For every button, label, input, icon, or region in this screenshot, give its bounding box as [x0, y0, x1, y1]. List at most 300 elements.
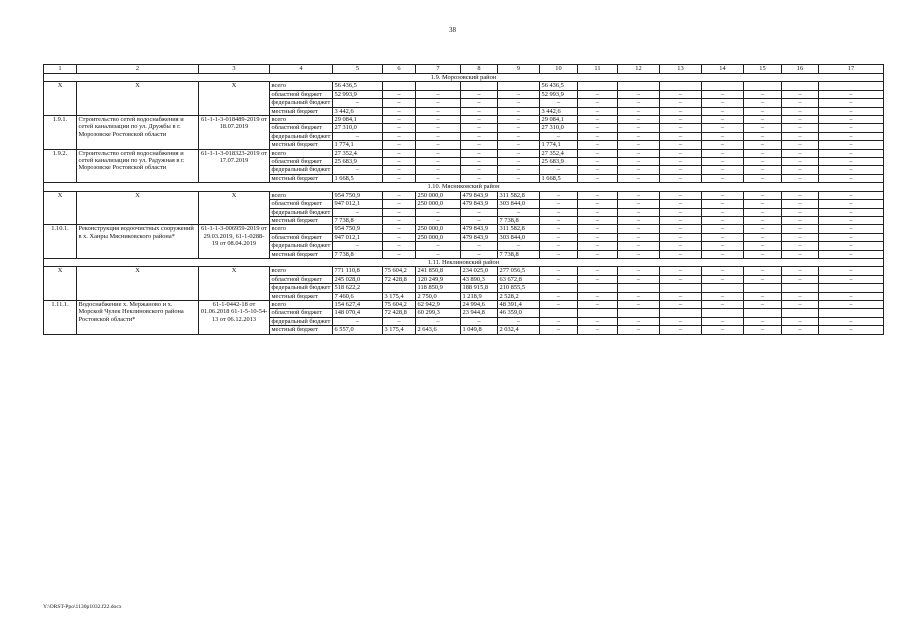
amount-cell: –: [660, 300, 702, 308]
amount-cell: –: [744, 233, 782, 241]
table-row: [44, 267, 884, 275]
amount-cell: –: [540, 317, 578, 325]
amount-cell: –: [416, 242, 461, 250]
amount-cell: –: [498, 141, 540, 149]
amount-cell: –: [819, 216, 884, 224]
amount-cell: –: [540, 326, 578, 334]
amount-cell: [744, 82, 782, 90]
amount-cell: [578, 284, 618, 292]
amount-cell: –: [660, 99, 702, 107]
amount-cell: –: [618, 200, 660, 208]
column-number: 14: [702, 65, 744, 74]
amount-cell: –: [782, 107, 819, 115]
amount-cell: 46 359,0: [498, 309, 540, 317]
amount-cell: –: [744, 250, 782, 258]
amount-cell: –: [702, 124, 744, 132]
funding-source: всего: [270, 82, 333, 90]
amount-cell: –: [782, 275, 819, 283]
amount-cell: –: [782, 166, 819, 174]
amount-cell: –: [498, 90, 540, 98]
amount-cell: –: [333, 317, 383, 325]
funding-source: федеральный бюджет: [270, 208, 333, 216]
amount-cell: –: [819, 116, 884, 124]
funding-source: федеральный бюджет: [270, 242, 333, 250]
section-title-row: [44, 183, 884, 191]
budget-table: [43, 64, 884, 335]
amount-cell: –: [498, 242, 540, 250]
table-row: [44, 300, 884, 308]
amount-cell: [819, 309, 884, 317]
amount-cell: –: [744, 191, 782, 199]
amount-cell: –: [618, 107, 660, 115]
amount-cell: –: [819, 317, 884, 325]
amount-cell: –: [782, 90, 819, 98]
amount-cell: 3 442,6: [333, 107, 383, 115]
column-number: 11: [578, 65, 618, 74]
amount-cell: –: [702, 326, 744, 334]
amount-cell: –: [744, 149, 782, 157]
amount-cell: –: [702, 242, 744, 250]
column-number: 17: [819, 65, 884, 74]
amount-cell: –: [819, 107, 884, 115]
amount-cell: –: [819, 267, 884, 275]
section-title: 1.9. Морозовский район: [44, 74, 884, 82]
amount-cell: 771 110,8: [333, 267, 383, 275]
amount-cell: –: [461, 99, 498, 107]
amount-cell: –: [578, 208, 618, 216]
amount-cell: –: [819, 149, 884, 157]
amount-cell: –: [782, 292, 819, 300]
amount-cell: –: [618, 275, 660, 283]
amount-cell: –: [461, 174, 498, 182]
amount-cell: –: [578, 158, 618, 166]
amount-cell: –: [702, 317, 744, 325]
amount-cell: 210 855,5: [498, 284, 540, 292]
amount-cell: –: [578, 317, 618, 325]
amount-cell: 277 056,5: [498, 267, 540, 275]
amount-cell: –: [618, 267, 660, 275]
item-name: X: [77, 267, 199, 301]
amount-cell: [660, 309, 702, 317]
amount-cell: –: [819, 200, 884, 208]
item-name: Реконструкция водоочистных сооружений в х. Ханры Мясниковского района*: [77, 225, 199, 259]
amount-cell: –: [578, 200, 618, 208]
amount-cell: –: [383, 174, 416, 182]
funding-source: местный бюджет: [270, 174, 333, 182]
amount-cell: –: [660, 292, 702, 300]
amount-cell: 188 915,8: [461, 284, 498, 292]
amount-cell: –: [498, 174, 540, 182]
amount-cell: 48 391,4: [498, 300, 540, 308]
amount-cell: –: [461, 158, 498, 166]
funding-source: областной бюджет: [270, 233, 333, 241]
amount-cell: –: [540, 216, 578, 224]
amount-cell: 25 683,9: [540, 158, 578, 166]
funding-source: федеральный бюджет: [270, 317, 333, 325]
amount-cell: –: [782, 116, 819, 124]
amount-cell: –: [578, 326, 618, 334]
column-number: 9: [498, 65, 540, 74]
amount-cell: –: [618, 326, 660, 334]
amount-cell: –: [618, 216, 660, 224]
amount-cell: 25 683,9: [333, 158, 383, 166]
column-number: 5: [333, 65, 383, 74]
amount-cell: –: [498, 99, 540, 107]
amount-cell: –: [578, 233, 618, 241]
amount-cell: –: [782, 326, 819, 334]
amount-cell: 1 218,9: [461, 292, 498, 300]
column-number: 1: [44, 65, 77, 74]
amount-cell: –: [461, 124, 498, 132]
amount-cell: –: [383, 132, 416, 140]
amount-cell: 23 944,8: [461, 309, 498, 317]
amount-cell: –: [578, 166, 618, 174]
amount-cell: [702, 82, 744, 90]
amount-cell: 479 843,9: [461, 200, 498, 208]
amount-cell: –: [660, 141, 702, 149]
column-number: 3: [199, 65, 270, 74]
amount-cell: 250 000,0: [416, 191, 461, 199]
amount-cell: 479 843,9: [461, 191, 498, 199]
amount-cell: –: [618, 158, 660, 166]
amount-cell: [461, 82, 498, 90]
amount-cell: –: [333, 242, 383, 250]
amount-cell: –: [744, 132, 782, 140]
amount-cell: –: [578, 107, 618, 115]
amount-cell: –: [540, 300, 578, 308]
amount-cell: –: [744, 317, 782, 325]
amount-cell: 311 582,8: [498, 191, 540, 199]
amount-cell: 250 000,0: [416, 225, 461, 233]
item-number: 1.11.1.: [44, 300, 77, 334]
amount-cell: –: [416, 166, 461, 174]
amount-cell: –: [416, 90, 461, 98]
amount-cell: –: [461, 317, 498, 325]
amount-cell: 947 012,1: [333, 200, 383, 208]
amount-cell: –: [782, 191, 819, 199]
amount-cell: –: [702, 275, 744, 283]
amount-cell: 518 622,2: [333, 284, 383, 292]
amount-cell: –: [383, 200, 416, 208]
amount-cell: –: [702, 292, 744, 300]
amount-cell: –: [819, 158, 884, 166]
amount-cell: 1 668,5: [333, 174, 383, 182]
section-title: 1.10. Мясниковский район: [44, 183, 884, 191]
amount-cell: –: [702, 99, 744, 107]
amount-cell: –: [702, 208, 744, 216]
amount-cell: –: [618, 149, 660, 157]
amount-cell: –: [819, 233, 884, 241]
amount-cell: –: [461, 166, 498, 174]
amount-cell: –: [660, 174, 702, 182]
amount-cell: 75 604,2: [383, 267, 416, 275]
amount-cell: 2 528,2: [498, 292, 540, 300]
amount-cell: –: [540, 267, 578, 275]
amount-cell: 2 750,0: [416, 292, 461, 300]
amount-cell: –: [744, 99, 782, 107]
amount-cell: 311 582,8: [498, 225, 540, 233]
column-number: 10: [540, 65, 578, 74]
section-title-row: [44, 258, 884, 266]
amount-cell: –: [618, 141, 660, 149]
amount-cell: 954 750,9: [333, 191, 383, 199]
funding-source: всего: [270, 267, 333, 275]
item-name: X: [77, 191, 199, 225]
amount-cell: –: [416, 208, 461, 216]
amount-cell: 52 993,9: [333, 90, 383, 98]
amount-cell: –: [660, 149, 702, 157]
amount-cell: –: [540, 242, 578, 250]
item-document: X: [199, 191, 270, 225]
amount-cell: –: [782, 124, 819, 132]
column-number: 7: [416, 65, 461, 74]
column-number: 13: [660, 65, 702, 74]
amount-cell: –: [744, 292, 782, 300]
amount-cell: 1 049,8: [461, 326, 498, 334]
amount-cell: –: [618, 191, 660, 199]
amount-cell: –: [660, 166, 702, 174]
amount-cell: –: [540, 208, 578, 216]
section-title: 1.11. Неклиновский район: [44, 258, 884, 266]
column-number: 12: [618, 65, 660, 74]
amount-cell: –: [416, 124, 461, 132]
amount-cell: 250 000,0: [416, 233, 461, 241]
amount-cell: –: [578, 292, 618, 300]
amount-cell: [782, 309, 819, 317]
amount-cell: –: [383, 166, 416, 174]
amount-cell: –: [498, 166, 540, 174]
amount-cell: –: [461, 90, 498, 98]
amount-cell: –: [383, 250, 416, 258]
amount-cell: –: [333, 208, 383, 216]
amount-cell: –: [744, 116, 782, 124]
column-number: 2: [77, 65, 199, 74]
amount-cell: –: [416, 158, 461, 166]
amount-cell: [819, 284, 884, 292]
amount-cell: –: [383, 216, 416, 224]
amount-cell: 1 774,1: [540, 141, 578, 149]
amount-cell: [416, 82, 461, 90]
funding-source: федеральный бюджет: [270, 132, 333, 140]
amount-cell: –: [744, 216, 782, 224]
amount-cell: 7 460,6: [333, 292, 383, 300]
amount-cell: –: [383, 317, 416, 325]
amount-cell: –: [383, 242, 416, 250]
amount-cell: [744, 309, 782, 317]
amount-cell: –: [660, 233, 702, 241]
funding-source: областной бюджет: [270, 275, 333, 283]
funding-source: всего: [270, 225, 333, 233]
amount-cell: 60 299,3: [416, 309, 461, 317]
funding-source: местный бюджет: [270, 141, 333, 149]
amount-cell: –: [416, 216, 461, 224]
amount-cell: [383, 82, 416, 90]
amount-cell: –: [416, 250, 461, 258]
amount-cell: –: [819, 242, 884, 250]
amount-cell: 29 084,1: [540, 116, 578, 124]
amount-cell: 1 668,5: [540, 174, 578, 182]
amount-cell: –: [498, 208, 540, 216]
funding-source: местный бюджет: [270, 326, 333, 334]
document-footer-path: Y:\ORST-Ppo\1130p1032.f22.docx: [43, 604, 122, 610]
amount-cell: –: [416, 107, 461, 115]
amount-cell: –: [540, 166, 578, 174]
amount-cell: –: [461, 250, 498, 258]
funding-source: областной бюджет: [270, 90, 333, 98]
funding-source: всего: [270, 149, 333, 157]
amount-cell: 27 352,4: [540, 149, 578, 157]
amount-cell: –: [618, 225, 660, 233]
amount-cell: –: [819, 99, 884, 107]
amount-cell: [578, 309, 618, 317]
amount-cell: [618, 82, 660, 90]
funding-source: всего: [270, 191, 333, 199]
amount-cell: –: [578, 225, 618, 233]
funding-source: федеральный бюджет: [270, 284, 333, 292]
amount-cell: –: [782, 158, 819, 166]
table-row: [44, 116, 884, 124]
amount-cell: –: [782, 233, 819, 241]
funding-source: областной бюджет: [270, 309, 333, 317]
amount-cell: –: [744, 174, 782, 182]
amount-cell: 250 000,0: [416, 200, 461, 208]
amount-cell: –: [540, 132, 578, 140]
amount-cell: –: [819, 250, 884, 258]
amount-cell: –: [618, 116, 660, 124]
amount-cell: –: [416, 149, 461, 157]
amount-cell: [660, 82, 702, 90]
amount-cell: –: [540, 250, 578, 258]
amount-cell: –: [618, 90, 660, 98]
amount-cell: 947 012,1: [333, 233, 383, 241]
amount-cell: –: [782, 132, 819, 140]
section-title-row: [44, 74, 884, 82]
funding-source: федеральный бюджет: [270, 166, 333, 174]
amount-cell: –: [416, 174, 461, 182]
amount-cell: –: [782, 250, 819, 258]
amount-cell: –: [540, 191, 578, 199]
amount-cell: –: [461, 216, 498, 224]
amount-cell: –: [660, 267, 702, 275]
amount-cell: –: [782, 99, 819, 107]
amount-cell: 7 738,8: [333, 216, 383, 224]
amount-cell: –: [618, 317, 660, 325]
funding-source: местный бюджет: [270, 292, 333, 300]
table-row: [44, 225, 884, 233]
amount-cell: –: [702, 158, 744, 166]
amount-cell: –: [819, 174, 884, 182]
amount-cell: 75 604,2: [383, 300, 416, 308]
item-document: X: [199, 267, 270, 301]
amount-cell: –: [618, 250, 660, 258]
amount-cell: 72 428,8: [383, 309, 416, 317]
amount-cell: 24 994,6: [461, 300, 498, 308]
amount-cell: –: [578, 267, 618, 275]
amount-cell: –: [540, 225, 578, 233]
amount-cell: 303 844,0: [498, 200, 540, 208]
amount-cell: [540, 309, 578, 317]
funding-source: всего: [270, 300, 333, 308]
amount-cell: –: [702, 300, 744, 308]
amount-cell: –: [540, 292, 578, 300]
amount-cell: [702, 309, 744, 317]
item-number: X: [44, 82, 77, 116]
amount-cell: –: [782, 242, 819, 250]
amount-cell: –: [618, 292, 660, 300]
amount-cell: –: [383, 116, 416, 124]
item-name: Строительство сетей водоснабжения и сетей канализации по ул. Радужная в г. Морозовске Ростовской области: [77, 149, 199, 183]
amount-cell: –: [702, 216, 744, 224]
amount-cell: 63 672,8: [498, 275, 540, 283]
amount-cell: –: [819, 292, 884, 300]
column-number: 4: [270, 65, 333, 74]
amount-cell: 56 436,5: [540, 82, 578, 90]
amount-cell: –: [618, 242, 660, 250]
amount-cell: –: [660, 275, 702, 283]
amount-cell: [383, 284, 416, 292]
funding-source: всего: [270, 116, 333, 124]
amount-cell: –: [383, 208, 416, 216]
amount-cell: –: [782, 267, 819, 275]
item-number: X: [44, 267, 77, 301]
amount-cell: –: [540, 233, 578, 241]
amount-cell: –: [660, 191, 702, 199]
amount-cell: –: [383, 124, 416, 132]
amount-cell: –: [618, 233, 660, 241]
amount-cell: –: [702, 191, 744, 199]
item-name: X: [77, 82, 199, 116]
amount-cell: –: [819, 191, 884, 199]
amount-cell: 6 557,0: [333, 326, 383, 334]
amount-cell: –: [383, 107, 416, 115]
amount-cell: –: [782, 200, 819, 208]
amount-cell: –: [660, 250, 702, 258]
amount-cell: –: [782, 225, 819, 233]
amount-cell: –: [578, 174, 618, 182]
amount-cell: 27 310,0: [540, 124, 578, 132]
amount-cell: –: [578, 99, 618, 107]
amount-cell: 3 175,4: [383, 326, 416, 334]
amount-cell: –: [416, 141, 461, 149]
amount-cell: –: [702, 149, 744, 157]
amount-cell: 120 249,9: [416, 275, 461, 283]
amount-cell: –: [702, 132, 744, 140]
amount-cell: –: [540, 99, 578, 107]
amount-cell: –: [618, 208, 660, 216]
table-row: [44, 149, 884, 157]
amount-cell: 7 738,8: [498, 250, 540, 258]
amount-cell: [702, 284, 744, 292]
amount-cell: –: [333, 99, 383, 107]
amount-cell: –: [782, 174, 819, 182]
amount-cell: 3 442,6: [540, 107, 578, 115]
amount-cell: –: [660, 208, 702, 216]
item-document: 61-1-1-3-006959-2019 от 29.03.2019, 61-1-0288-19 от 08.04.2019: [199, 225, 270, 259]
amount-cell: –: [660, 225, 702, 233]
amount-cell: –: [660, 242, 702, 250]
item-number: 1.9.1.: [44, 116, 77, 150]
amount-cell: –: [744, 242, 782, 250]
amount-cell: –: [782, 300, 819, 308]
amount-cell: –: [383, 225, 416, 233]
amount-cell: –: [498, 158, 540, 166]
item-document: 61-1-1-3-018323-2019 от 17.07.2019: [199, 149, 270, 183]
amount-cell: 7 738,8: [333, 250, 383, 258]
amount-cell: 1 774,1: [333, 141, 383, 149]
amount-cell: –: [702, 250, 744, 258]
amount-cell: –: [498, 124, 540, 132]
amount-cell: –: [540, 275, 578, 283]
